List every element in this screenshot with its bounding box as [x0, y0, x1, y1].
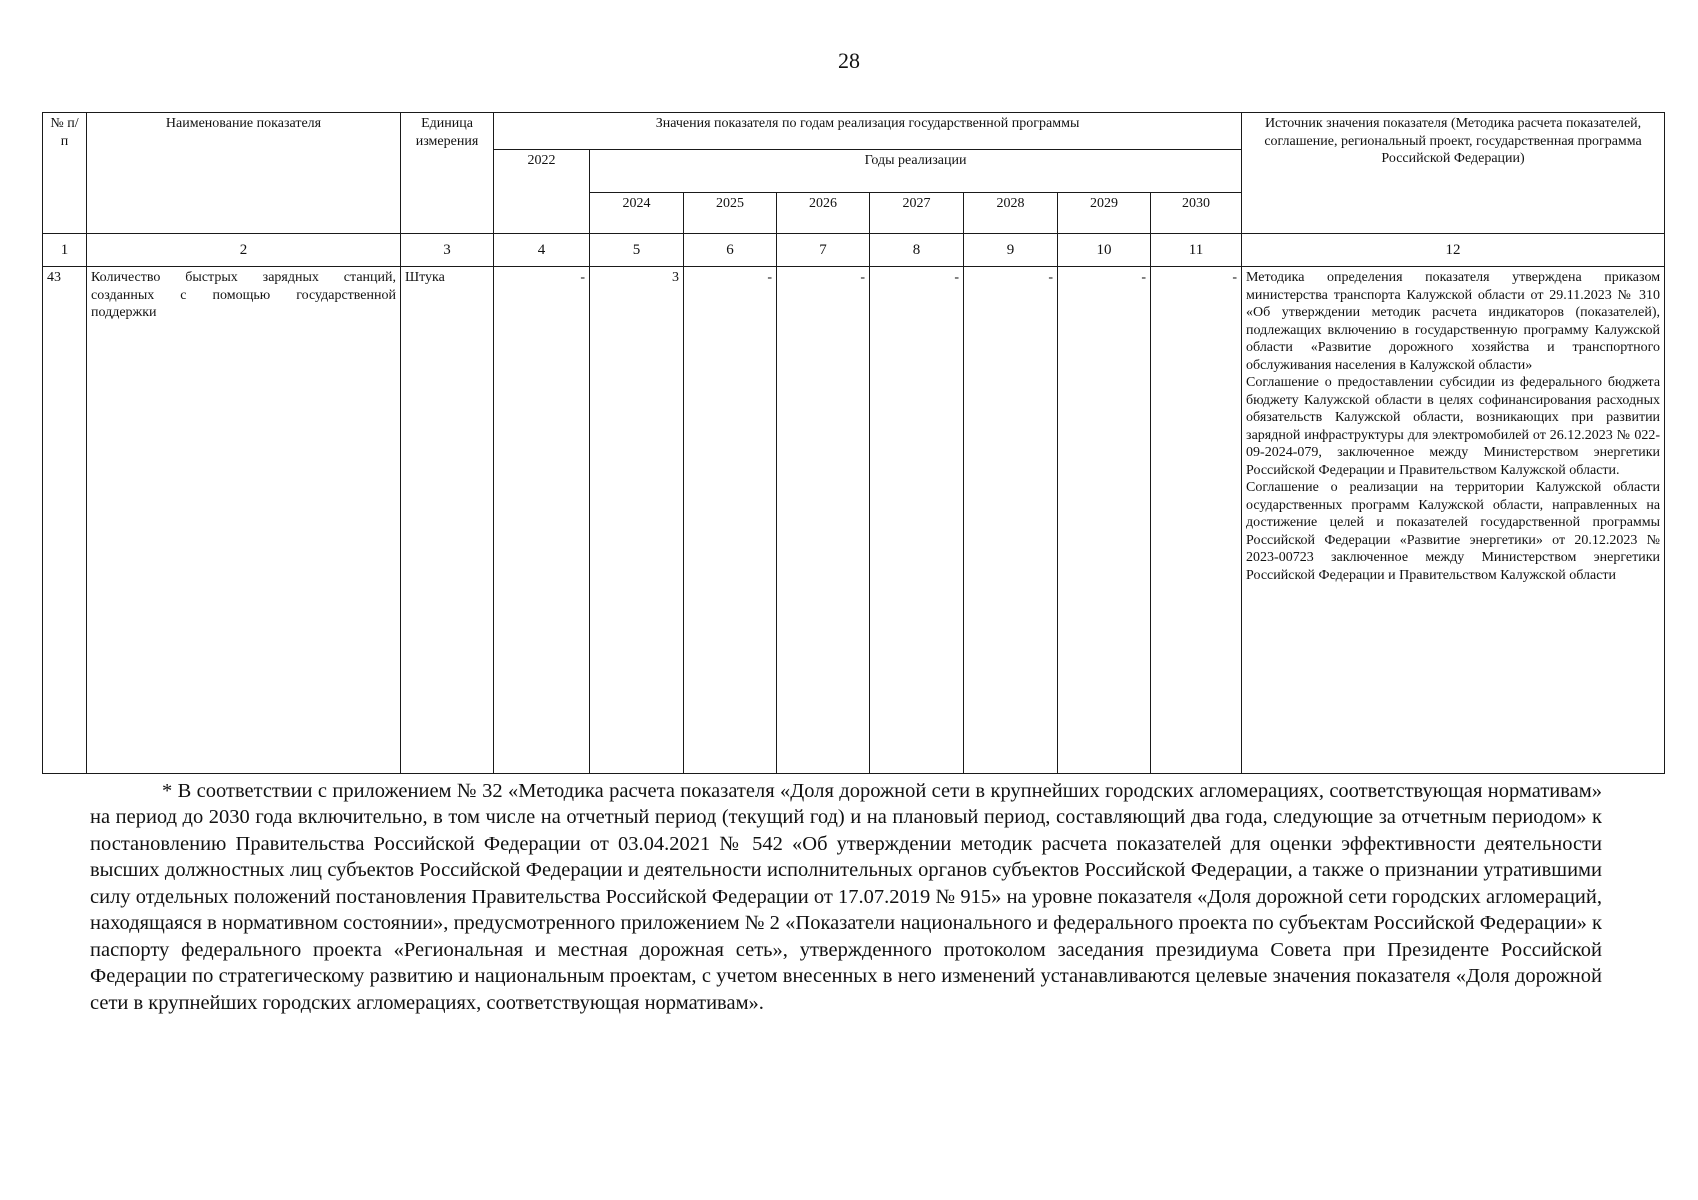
source-paragraph-subsidy-agreement: Соглашение о предоставлении субсидии из федерального бюджета бюджету Калужской области в целях софинансирования расходных обязательств Калужской области, возникающих при развитии зарядной инфраструктуры для электромобилей от 26.12.2023 № 022-09-2024-079, заключенное между Министерством энергетики Российской Федерации и Правительством Калужской области. [1246, 375, 1661, 478]
row-source [1242, 267, 1665, 774]
header-year: 2029 [1058, 193, 1151, 234]
column-number: 4 [494, 234, 590, 267]
header-year: 2030 [1151, 193, 1242, 234]
row-unit: Штука [401, 267, 494, 774]
header-values-group: Значения показателя по годам реализация государственной программы [494, 113, 1242, 150]
column-number: 5 [590, 234, 684, 267]
row-value-2022: - [494, 267, 590, 774]
header-year: 2025 [684, 193, 777, 234]
table-row [43, 267, 1665, 774]
header-year: 2024 [590, 193, 684, 234]
row-value-2029: - [1058, 267, 1151, 774]
column-number: 2 [87, 234, 401, 267]
column-number: 11 [1151, 234, 1242, 267]
column-number: 10 [1058, 234, 1151, 267]
header-source: Источник значения показателя (Методика расчета показателей, соглашение, региональный проект, государственная программа Российской Федерации) [1242, 113, 1665, 234]
row-indicator-name: Количество быстрых зарядных станций, созданных с помощью государственной поддержки [87, 267, 401, 774]
column-number: 1 [43, 234, 87, 267]
header-unit: Единица измерения [401, 113, 494, 234]
header-row-1 [43, 113, 1665, 150]
header-year: 2027 [870, 193, 964, 234]
footnote: * В соответствии с приложением № 32 «Методика расчета показателя «Доля дорожной сети в крупнейших городских агломерациях, соответствующая нормативам» на период до 2030 года включительно, в том числе на отчетный период (текущий год) и на плановый период, составляющий два года, следующие за отчетным периодом» к постановлению Правительства Российской Федерации от 03.04.2021 № 542 «Об утверждении методик расчета показателей для оценки эффективности деятельности высших должностных лиц субъектов Российской Федерации и деятельности исполнительных органов субъектов Российской Федерации, а также о признании утратившими силу отдельных положений постановления Правительства Российской Федерации от 17.07.2019 № 915» на уровне показателя «Доля дорожной сети городских агломераций, находящаяся в нормативном состоянии», предусмотренного приложением № 2 «Показатели национального и федерального проекта по субъектам Российской Федерации» к паспорту федерального проекта «Региональная и местная дорожная сеть», утвержденного протоколом заседания президиума Совета при Президенте Российской Федерации по стратегическому развитию и национальным проектам, с учетом внесенных в него изменений устанавливаются целевые значения показателя «Доля дорожной сети в крупнейших городских агломерациях, соответствующая нормативам». [90, 780, 1602, 1014]
column-number: 9 [964, 234, 1058, 267]
row-value-2030: - [1151, 267, 1242, 774]
indicators-table [42, 112, 1665, 774]
source-paragraph-methodology: Методика определения показателя утверждена приказом министерства транспорта Калужской области от 29.11.2023 № 310 «Об утверждении методик расчета индикаторов (показателей), подлежащих включению в государственную программу Калужской области «Развитие дорожного хозяйства и транспортного обслуживания населения в Калужской области» [1246, 270, 1661, 373]
header-num: № п/п [43, 113, 87, 234]
header-name: Наименование показателя [87, 113, 401, 234]
row-value-2027: - [870, 267, 964, 774]
row-value-2024: 3 [590, 267, 684, 774]
row-num: 43 [43, 267, 87, 774]
column-number: 7 [777, 234, 870, 267]
column-numbers-row [43, 234, 1665, 267]
column-number: 6 [684, 234, 777, 267]
row-value-2028: - [964, 267, 1058, 774]
page-number: 28 [838, 48, 860, 73]
column-number: 3 [401, 234, 494, 267]
header-base-year: 2022 [494, 150, 590, 234]
row-value-2026: - [777, 267, 870, 774]
column-number: 12 [1242, 234, 1665, 267]
column-number: 8 [870, 234, 964, 267]
header-year: 2026 [777, 193, 870, 234]
source-paragraph-program-agreement: Соглашение о реализации на территории Калужской области осударственных программ Калужской области, направленных на достижение целей и показателей государственной программы Российской Федерации «Развитие энергетики» от 20.12.2023 № 2023-00723 заключенное между Министерством энергетики Российской Федерации и Правительством Калужской области [1246, 480, 1661, 583]
header-year: 2028 [964, 193, 1058, 234]
header-years-group: Годы реализации [590, 150, 1242, 193]
row-value-2025: - [684, 267, 777, 774]
